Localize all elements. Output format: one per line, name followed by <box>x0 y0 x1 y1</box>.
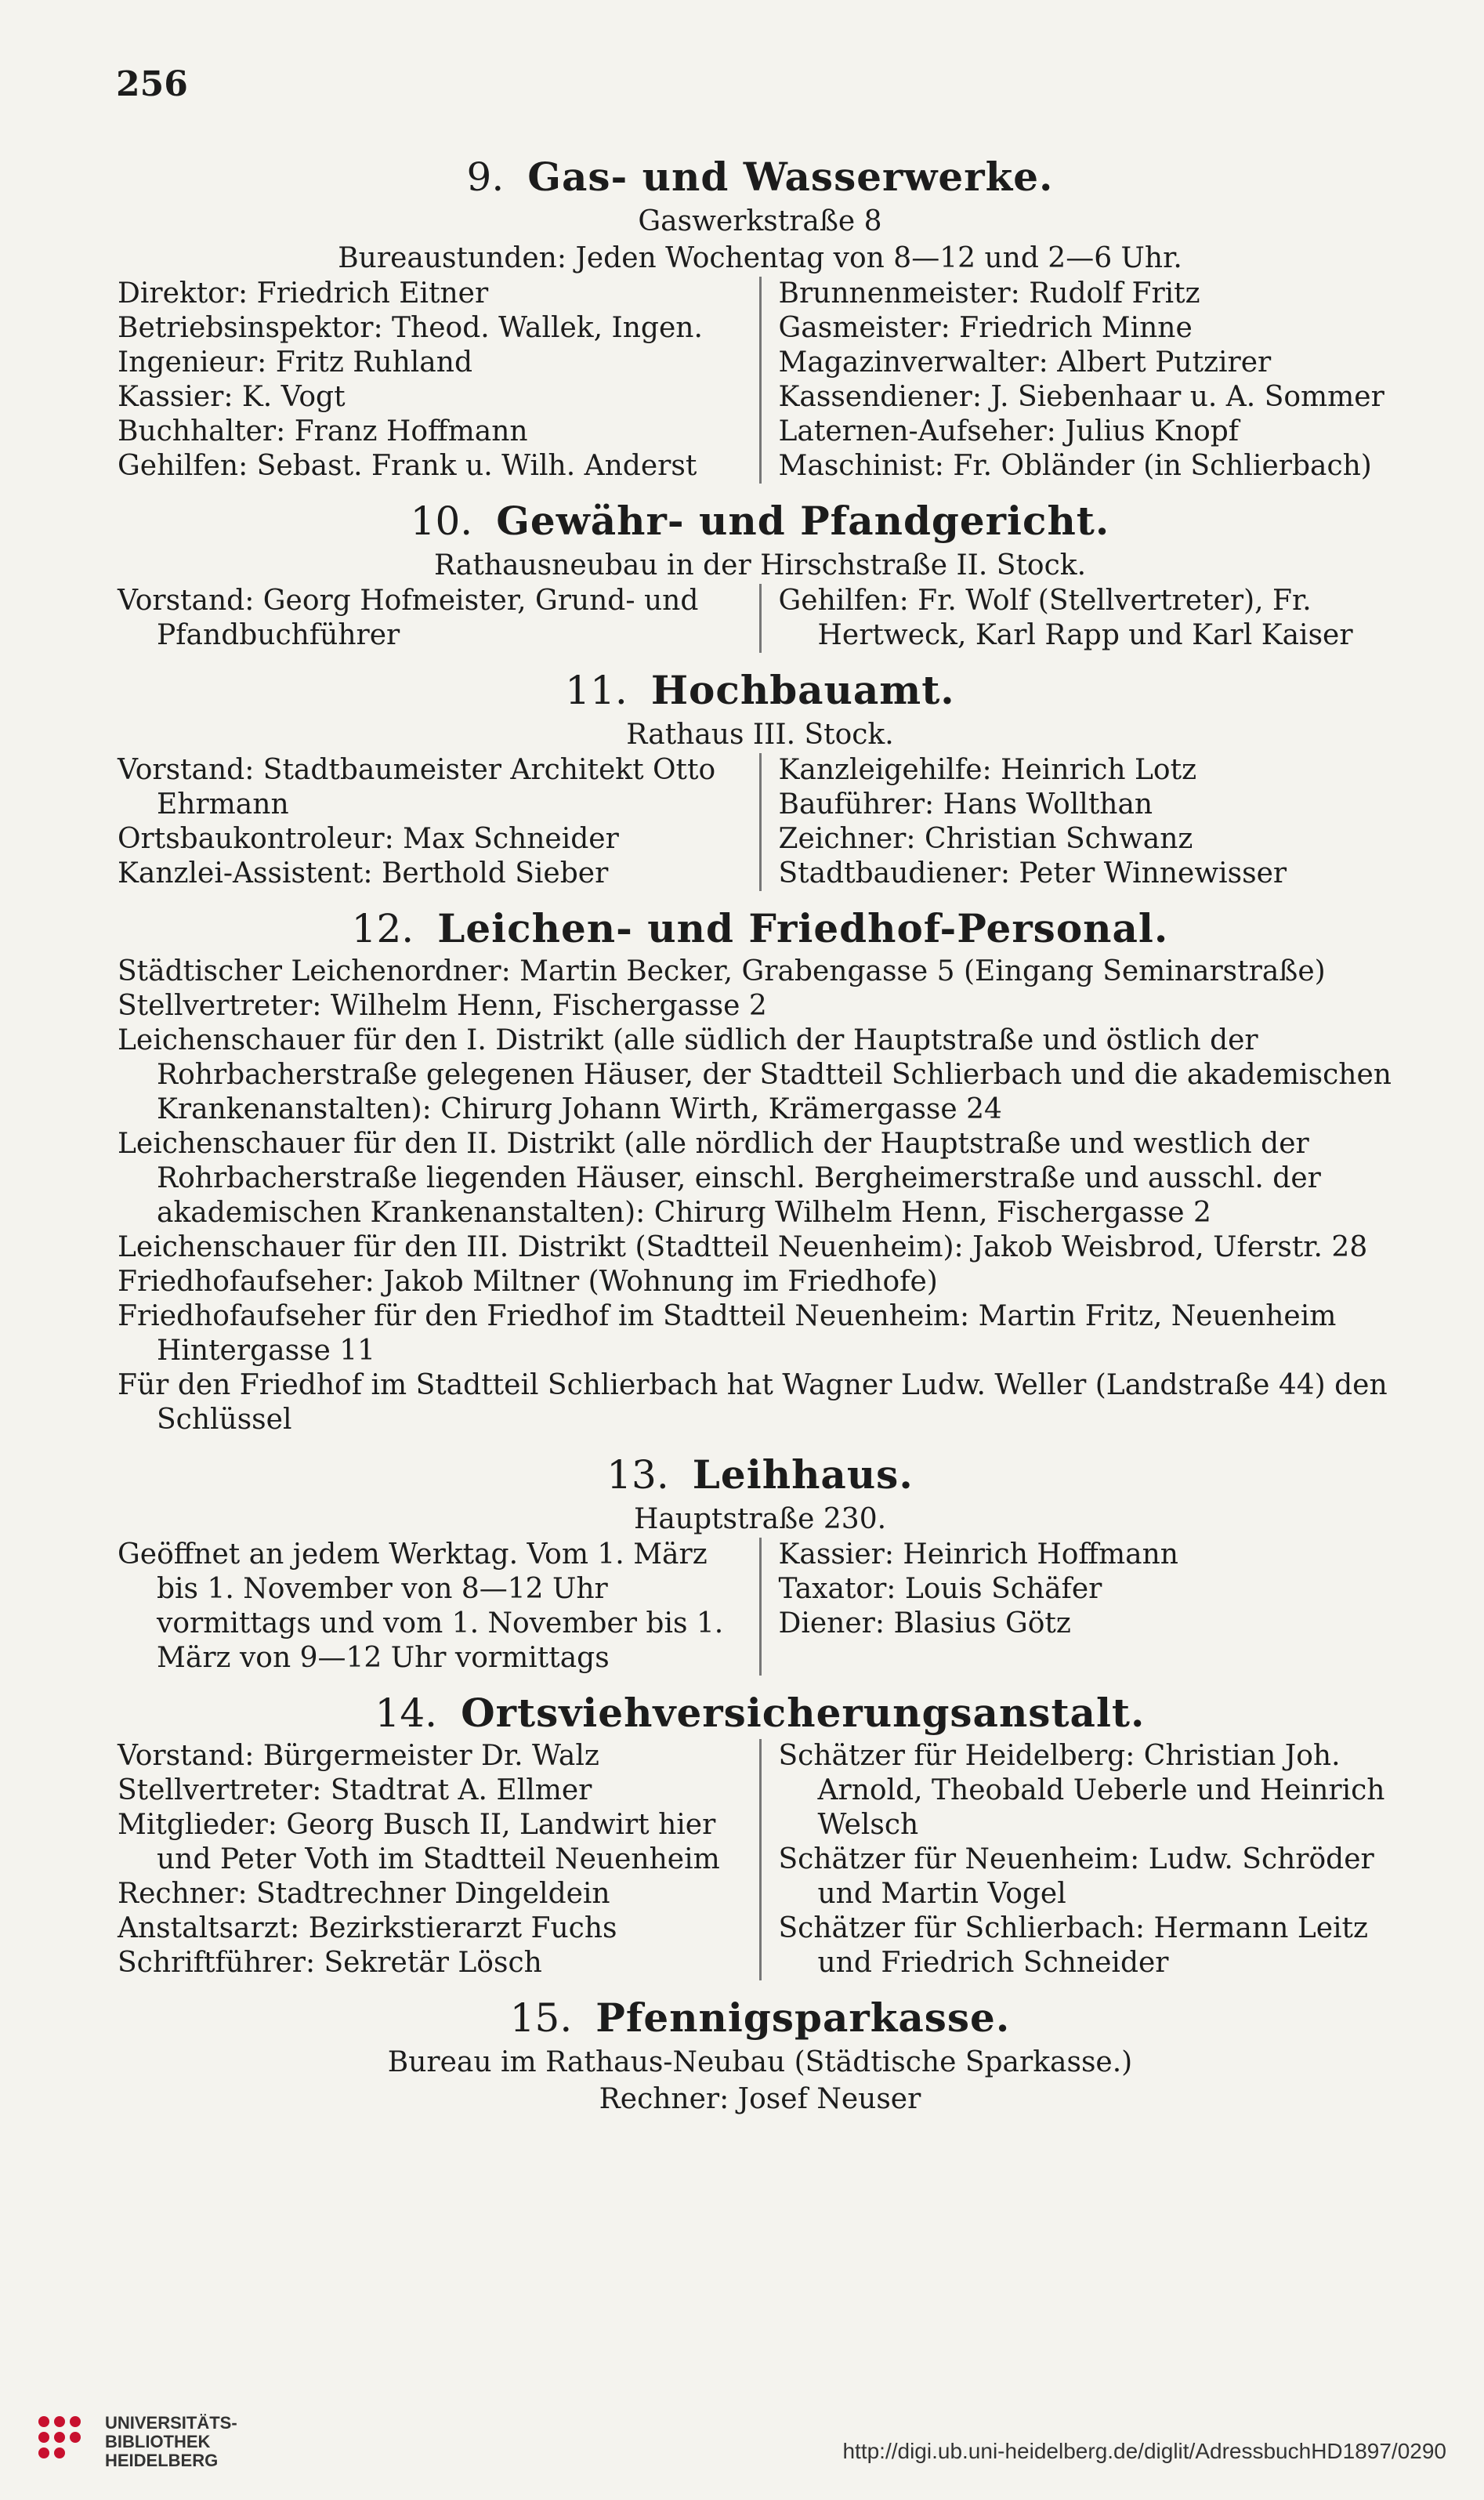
section-11 <box>118 667 1403 891</box>
list-item: Leichenschauer für den II. Distrikt (alle nördlich der Hauptstraße und westlich der Rohrbacherstraße liegenden Häuser, einschl. Bergheimerstraße und ausschl. der akademischen Krankenanstalten): Chirurg Wilhelm Henn, Fischergasse 2 <box>118 1128 1321 1229</box>
section-number: 11. <box>565 668 628 713</box>
section-name: Gas- und Wasserwerke. <box>527 154 1054 200</box>
library-name-line: UNIVERSITÄTS- <box>105 2413 237 2433</box>
section-number: 14. <box>375 1690 438 1736</box>
list-item: Diener: Blasius Götz <box>778 1607 1071 1639</box>
list-item: Stellvertreter: Stadtrat A. Ellmer <box>118 1774 592 1806</box>
section-15 <box>118 1995 1403 2118</box>
two-column-list <box>118 277 1403 484</box>
left-column <box>118 277 759 484</box>
left-column <box>118 753 759 891</box>
list-item: Betriebsinspektor: Theod. Wallek, Ingen. <box>118 312 703 344</box>
list-item: Kassier: K. Vogt <box>118 381 346 413</box>
list-item: Friedhofaufseher für den Friedhof im Stadtteil Neuenheim: Martin Fritz, Neuenheim Hintergasse 11 <box>118 1300 1337 1367</box>
right-column <box>759 584 1403 653</box>
section-name: Leichen- und Friedhof-Personal. <box>437 905 1169 951</box>
section-number: 13. <box>606 1452 669 1498</box>
right-column <box>759 277 1403 484</box>
document-body <box>118 149 1403 2132</box>
section-number: 10. <box>410 498 473 544</box>
section-name: Ortsviehversicherungsanstalt. <box>461 1690 1146 1736</box>
list-item: Laternen-Aufseher: Julius Knopf <box>778 415 1240 447</box>
left-column <box>118 1739 759 1980</box>
list-item: Stellvertreter: Wilhelm Henn, Fischergasse 2 <box>118 990 767 1022</box>
list-item: Vorstand: Stadtbaumeister Architekt Otto Ehrmann <box>118 754 716 821</box>
two-column-list <box>118 584 1403 653</box>
list-item: Kassendiener: J. Siebenhaar u. A. Sommer <box>778 381 1384 413</box>
section-subline: Bureaustunden: Jeden Wochentag von 8—12 und 2—6 Uhr. <box>338 242 1182 274</box>
section-9 <box>118 154 1403 484</box>
section-title <box>118 1451 1403 1498</box>
library-logo-icon <box>28 2406 91 2469</box>
list-item: Buchhalter: Franz Hoffmann <box>118 415 528 447</box>
right-column <box>759 753 1403 891</box>
section-name: Hochbauamt. <box>650 667 955 713</box>
source-url-link[interactable]: http://digi.ub.uni-heidelberg.de/diglit/AdressbuchHD1897/0290 <box>842 2439 1446 2463</box>
section-14 <box>118 1690 1403 1980</box>
section-title <box>118 1690 1403 1736</box>
entry-list <box>118 955 1403 1437</box>
list-item: Zeichner: Christian Schwanz <box>778 823 1193 855</box>
two-column-list <box>118 753 1403 891</box>
list-item: Gehilfen: Fr. Wolf (Stellvertreter), Fr. Hertweck, Karl Rapp und Karl Kaiser <box>778 585 1353 651</box>
list-item: Kanzleigehilfe: Heinrich Lotz <box>778 754 1197 786</box>
section-subline: Rathausneubau in der Hirschstraße II. Stock. <box>433 549 1087 582</box>
section-title <box>118 667 1403 713</box>
list-item: Anstaltsarzt: Bezirkstierarzt Fuchs <box>118 1912 617 1944</box>
section-title <box>118 498 1403 544</box>
list-item: Magazinverwalter: Albert Putzirer <box>778 346 1272 379</box>
list-item: Kassier: Heinrich Hoffmann <box>778 1538 1178 1571</box>
list-item: Schätzer für Heidelberg: Christian Joh. Arnold, Theobald Ueberle und Heinrich Welsch <box>778 1740 1385 1841</box>
left-column <box>118 584 759 653</box>
list-item: Vorstand: Georg Hofmeister, Grund- und Pfandbuchführer <box>118 585 699 651</box>
list-item: Maschinist: Fr. Obländer (in Schlierbach) <box>778 450 1372 482</box>
list-item: Vorstand: Bürgermeister Dr. Walz <box>118 1740 599 1772</box>
footer <box>0 2382 1484 2500</box>
list-item: Bauführer: Hans Wollthan <box>778 788 1153 821</box>
section-name: Gewähr- und Pfandgericht. <box>496 498 1110 544</box>
left-column <box>118 1538 759 1676</box>
list-item: Für den Friedhof im Stadtteil Schlierbach hat Wagner Ludw. Weller (Landstraße 44) den Schlüssel <box>118 1369 1388 1436</box>
section-subline: Bureau im Rathaus-Neubau (Städtische Sparkasse.) <box>387 2046 1133 2078</box>
list-item: Schätzer für Neuenheim: Ludw. Schröder und Martin Vogel <box>778 1843 1374 1910</box>
library-name <box>105 2414 237 2470</box>
two-column-list <box>118 1538 1403 1676</box>
list-item: Direktor: Friedrich Eitner <box>118 277 489 310</box>
list-item: Ingenieur: Fritz Ruhland <box>118 346 472 379</box>
list-item: Brunnenmeister: Rudolf Fritz <box>778 277 1200 310</box>
section-title <box>118 905 1403 951</box>
section-name: Leihhaus. <box>692 1451 914 1498</box>
list-item: Leichenschauer für den III. Distrikt (Stadtteil Neuenheim): Jakob Weisbrod, Uferstr. 28 <box>118 1231 1368 1263</box>
list-item: Stadtbaudiener: Peter Winnewisser <box>778 857 1287 889</box>
section-title <box>118 1995 1403 2041</box>
right-column <box>759 1739 1403 1980</box>
section-title <box>118 154 1403 200</box>
library-name-line: HEIDELBERG <box>105 2451 219 2470</box>
section-subline: Hauptstraße 230. <box>633 1503 887 1535</box>
list-item: Schätzer für Schlierbach: Hermann Leitz und Friedrich Schneider <box>778 1912 1368 1979</box>
section-subline: Gaswerkstraße 8 <box>638 205 882 237</box>
list-item: Geöffnet an jedem Werktag. Vom 1. März bis 1. November von 8—12 Uhr vormittags und vom 1. November bis 1. März von 9—12 Uhr vormittags <box>118 1538 724 1674</box>
list-item: Friedhofaufseher: Jakob Miltner (Wohnung im Friedhofe) <box>118 1266 938 1298</box>
section-13 <box>118 1451 1403 1676</box>
section-subline: Rechner: Josef Neuser <box>599 2083 921 2115</box>
section-name: Pfennigsparkasse. <box>595 1995 1011 2041</box>
list-item: Mitglieder: Georg Busch II, Landwirt hier und Peter Voth im Stadtteil Neuenheim <box>118 1809 720 1875</box>
list-item: Rechner: Stadtrechner Dingeldein <box>118 1878 610 1910</box>
section-12 <box>118 905 1403 1437</box>
section-10 <box>118 498 1403 653</box>
two-column-list <box>118 1739 1403 1980</box>
list-item: Kanzlei-Assistent: Berthold Sieber <box>118 857 609 889</box>
list-item: Taxator: Louis Schäfer <box>778 1573 1102 1605</box>
list-item: Städtischer Leichenordner: Martin Becker, Grabengasse 5 (Eingang Seminarstraße) <box>118 955 1326 987</box>
section-subline: Rathaus III. Stock. <box>626 719 894 751</box>
list-item: Gasmeister: Friedrich Minne <box>778 312 1193 344</box>
right-column <box>759 1538 1403 1676</box>
list-item: Schriftführer: Sekretär Lösch <box>118 1947 542 1979</box>
section-number: 12. <box>351 906 414 951</box>
list-item: Gehilfen: Sebast. Frank u. Wilh. Anderst <box>118 450 697 482</box>
library-name-line: BIBLIOTHEK <box>105 2432 211 2451</box>
section-number: 15. <box>509 1995 573 2041</box>
page-number: 256 <box>116 64 188 104</box>
list-item: Ortsbaukontroleur: Max Schneider <box>118 823 619 855</box>
list-item: Leichenschauer für den I. Distrikt (alle südlich der Hauptstraße und östlich der Rohrbacherstraße gelegenen Häuser, der Stadtteil Schlierbach und die akademischen Krankenanstalten): Chirurg Johann Wirth, Krämergasse 24 <box>118 1024 1392 1125</box>
section-number: 9. <box>466 154 505 200</box>
